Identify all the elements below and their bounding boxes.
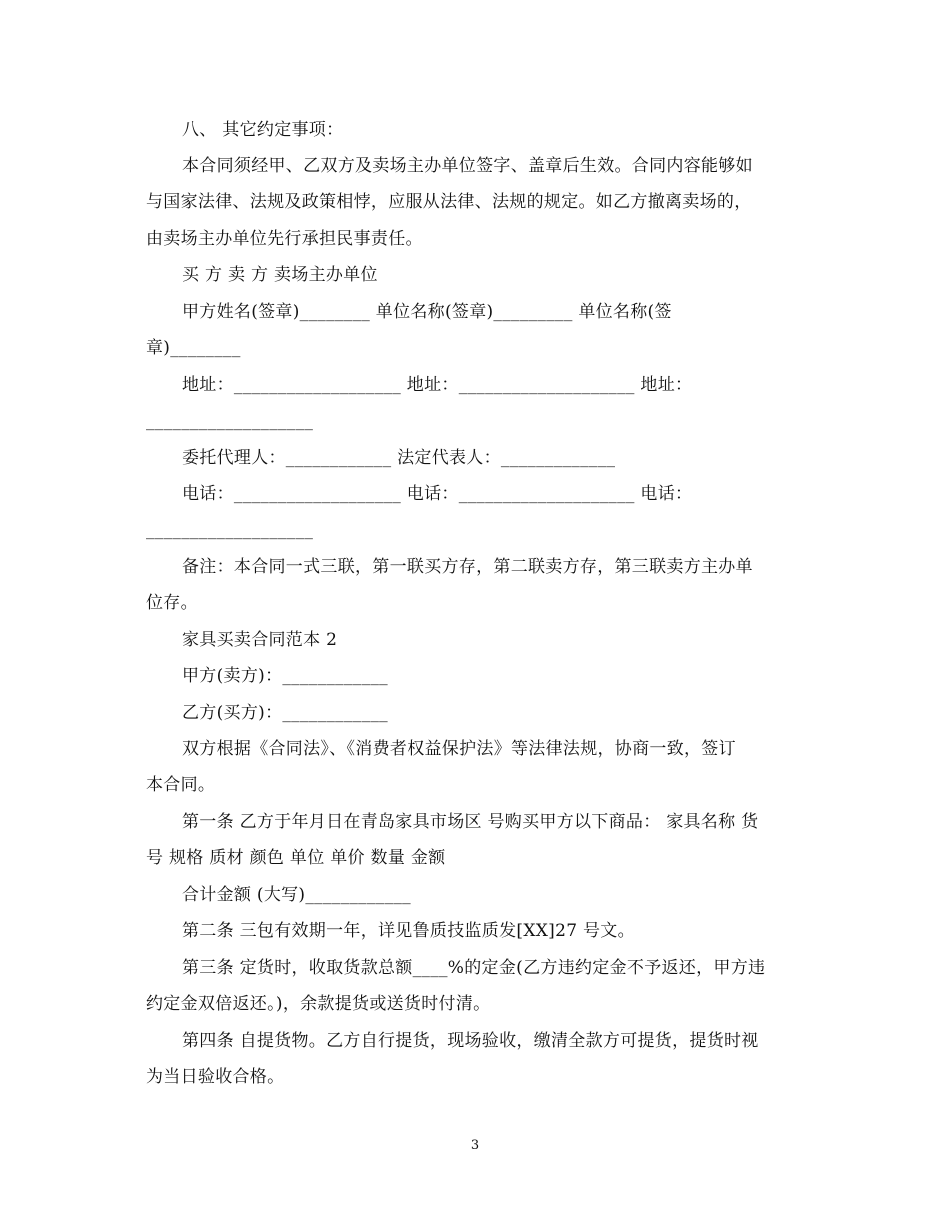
party-b-line: 乙方(买方)：____________ [182, 703, 388, 723]
paragraph-line: 由卖场主办单位先行承担民事责任。 [146, 229, 423, 249]
template-title: 家具买卖合同范本 2 [182, 630, 338, 650]
remark-line: 备注：本合同一式三联，第一联买方存，第二联卖方存，第三联卖方主办单 [182, 557, 753, 577]
paragraph-line: 双方根据《合同法》、《消费者权益保护法》等法律法规，协商一致，签订 [182, 739, 736, 759]
paragraph-line: 本合同须经甲、乙双方及卖场主办单位签字、盖章后生效。合同内容能够如 [182, 156, 753, 176]
remark-line-cont: 位存。 [146, 593, 198, 613]
signature-parties-line: 买 方 卖 方 卖场主办单位 [182, 265, 378, 285]
party-a-line: 甲方(卖方)：____________ [182, 666, 388, 686]
address-line-cont: ___________________ [146, 411, 314, 431]
article-4-line-cont: 为当日验收合格。 [146, 1067, 285, 1087]
paragraph-line: 本合同。 [146, 775, 216, 795]
total-amount-line: 合计金额 (大写)____________ [182, 885, 411, 905]
phone-line-cont: ___________________ [146, 520, 314, 540]
article-4-line: 第四条 自提货物。乙方自行提货，现场验收，缴清全款方可提货，提货时视 [182, 1031, 759, 1051]
agent-line: 委托代理人：____________ 法定代表人：_____________ [182, 448, 616, 468]
phone-line: 电话：___________________ 电话：____________________ 电话： [182, 484, 693, 504]
article-1-line: 第一条 乙方于年月日在青岛家具市场区 号购买甲方以下商品： 家具名称 货 [182, 812, 759, 832]
article-3-line: 第三条 定货时，收取货款总额____%的定金(乙方违约定金不予返还，甲方违 [182, 958, 766, 978]
section-heading: 八、 其它约定事项： [182, 120, 344, 140]
signature-name-line: 甲方姓名(签章)________ 单位名称(签章)_________ 单位名称(签 [182, 302, 672, 322]
page-number: 3 [470, 1138, 480, 1153]
signature-name-line-cont: 章)________ [146, 338, 241, 358]
article-2-line: 第二条 三包有效期一年，详见鲁质技监质发[XX]27 号文。 [182, 921, 635, 941]
article-3-line-cont: 约定金双倍返还。)，余款提货或送货时付清。 [146, 994, 491, 1014]
address-line: 地址：___________________ 地址：____________________ 地址： [182, 375, 693, 395]
paragraph-line: 与国家法律、法规及政策相悖，应服从法律、法规的规定。如乙方撤离卖场的， [146, 192, 752, 212]
article-1-line-cont: 号 规格 质材 颜色 单位 单价 数量 金额 [146, 848, 446, 868]
